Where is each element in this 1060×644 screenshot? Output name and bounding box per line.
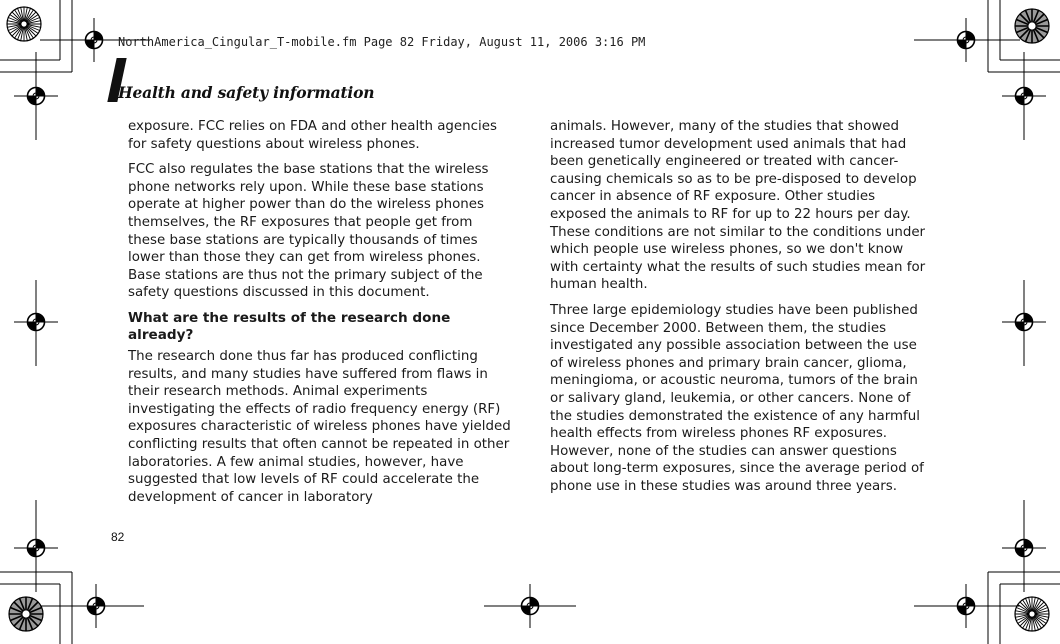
corner-star-target-icon (1015, 597, 1049, 631)
corner-star-target-icon (7, 7, 41, 41)
paragraph: exposure. FCC relies on FDA and other health agencies for safety questions about wireless phones. (128, 119, 497, 152)
paragraph: Three large epidemiology studies have been published since December 2000. Between them, the studies investigated any possible association between the use of wireless phones and primary brain cancer, glioma, meningioma, or acoustic neuroma, tumors of the brain or salivary gland, leukemia, or other cancers. None of the studies demonstrated the existence of any harmful health effects from wireless phones RF exposures. However, none of the studies can answer questions about long-term exposures, since the average period of phone use in these studies was around three years. (550, 302, 924, 494)
left-column (128, 118, 512, 514)
subheading: What are the results of the research done already? (128, 309, 451, 343)
paragraph: animals. However, many of the studies that showed increased tumor development used animals that had been genetically engineered or treated with cancer-causing chemicals so as to be pre-disposed to develop cancer in absence of RF exposure. Other studies exposed the animals to RF for up to 22 hours per day. These conditions are not similar to the conditions under which people use wireless phones, so we don't know with certainty what the results of such studies mean for human health. (550, 119, 926, 293)
page-number: 82 (111, 530, 125, 544)
paragraph: The research done thus far has produced conflicting results, and many studies have suffered from flaws in their research methods. Animal experiments investigating the effects of radio frequency energy (RF) exposures characteristic of wireless phones have yielded conflicting results that often cannot be repeated in other laboratories. A few animal studies, however, have suggested that low levels of RF could accelerate the development of cancer in laboratory (128, 348, 511, 505)
paragraph: FCC also regulates the base stations that the wireless phone networks rely upon. While these base stations operate at higher power than do the wireless phones themselves, the RF exposures that people get from these base stations are typically thousands of times lower than those they can get from wireless phones. Base stations are thus not the primary subject of the safety questions discussed in this document. (128, 162, 489, 301)
right-column (550, 118, 934, 503)
corner-star-target-icon (1015, 9, 1049, 43)
corner-star-target-icon (9, 597, 43, 631)
section-title: Health and safety information (118, 83, 375, 102)
file-info-line: NorthAmerica_Cingular_T-mobile.fm Page 82 Friday, August 11, 2006 3:16 PM (118, 35, 646, 49)
